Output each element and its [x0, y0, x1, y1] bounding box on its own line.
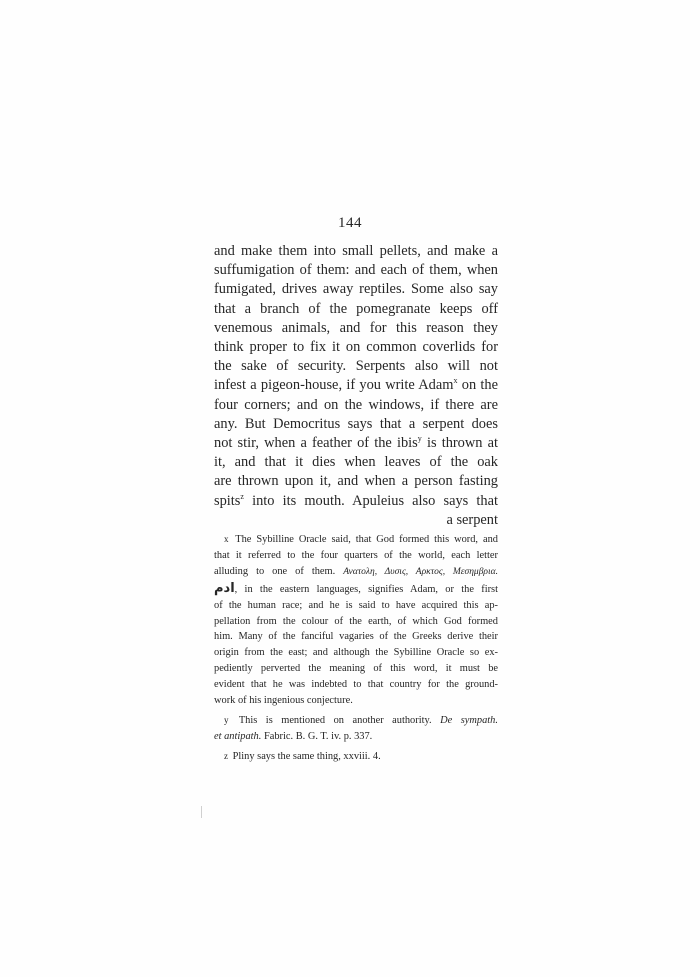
text-segment: not stir, when a feather of the ibis: [214, 435, 418, 452]
citation-title: et antipath.: [214, 730, 262, 742]
footnote-line: [214, 713, 498, 729]
text-line: think proper to fix it on common coverlids for: [214, 339, 498, 356]
text-segment: Fabric. B. G. T. iv. p. 337.: [263, 730, 373, 742]
footnotes: [214, 532, 498, 765]
text-segment: infest a pigeon-house, if you write Adam: [214, 377, 454, 394]
text-segment: , in the eastern languages, signifies Adam, or the first: [234, 583, 498, 595]
footnote-line: origin from the east; and although the Sybilline Oracle so ex-: [214, 647, 498, 659]
footnote-mark: y: [224, 714, 229, 725]
footnote-x: [214, 532, 498, 709]
text-line: fumigated, drives away reptiles. Some also say: [214, 281, 498, 298]
text-segment: The Sybilline Oracle said, that God formed this word, and: [235, 534, 498, 545]
text-segment: is thrown at: [421, 435, 499, 452]
main-text: [214, 242, 498, 530]
footnote-y: [214, 713, 498, 745]
text-line: suffumigation of them: and each of them, when: [214, 262, 498, 279]
text-line: that a branch of the pomegranate keeps off: [214, 300, 498, 317]
text-segment: alluding to one of them.: [214, 565, 336, 577]
footnote-line: evident that he was indebted to that country for the ground-: [214, 679, 498, 691]
text-line: [214, 492, 498, 511]
footnote-line: work of his ingenious conjecture.: [214, 695, 353, 707]
footnote-line: pellation from the colour of the earth, of which God formed: [214, 615, 498, 627]
paper-blemish: [201, 806, 202, 818]
text-line: [214, 376, 498, 395]
footnote-line: [214, 581, 498, 598]
text-segment: Pliny says the same thing, xxviii. 4.: [232, 750, 381, 762]
text-line: the sake of security. Serpents also will not: [214, 358, 498, 375]
arabic-word: ادم: [214, 580, 235, 596]
text-line: four corners; and on the windows, if there are: [214, 396, 498, 413]
citation-title: De sympath.: [440, 714, 498, 726]
text-segment: into its mouth. Apuleius also says that: [243, 492, 498, 509]
footnote-line: that it referred to the four quarters of the world, each letter: [214, 549, 498, 561]
footnote-ref-y: y: [417, 434, 422, 444]
footnote-ref-x: x: [453, 376, 458, 386]
text-line: venemous animals, and for this reason they: [214, 319, 498, 336]
footnote-line: [214, 749, 498, 765]
text-line: it, and that it dies when leaves of the oak: [214, 454, 498, 471]
footnote-ref-z: z: [240, 491, 244, 501]
footnote-mark: z: [224, 750, 228, 761]
page-number: 144: [338, 215, 362, 231]
text-line: any. But Democritus says that a serpent does: [214, 415, 498, 432]
catchword-line: a serpent: [446, 511, 498, 528]
text-line: and make them into small pellets, and make a: [214, 243, 498, 259]
text-segment: on the: [457, 377, 498, 394]
text-segment: spits: [214, 492, 241, 509]
footnote-line: [214, 564, 498, 581]
footnote-mark: x: [224, 534, 229, 544]
greek-words: Ανατολη, Δυσις, Αρκτος, Μεσημβρια.: [343, 566, 498, 577]
footnote-line: pediently perverted the meaning of this word, it must be: [214, 663, 498, 675]
footnote-line: of the human race; and he is said to have acquired this ap-: [214, 599, 498, 611]
text-line: are thrown upon it, and when a person fasting: [214, 473, 498, 490]
footnote-line: him. Many of the fanciful vagaries of the Greeks derive their: [214, 631, 498, 643]
footnote-line: [214, 729, 498, 745]
footnote-z: [214, 749, 498, 765]
footnote-line: [214, 532, 498, 548]
text-line: [214, 434, 498, 453]
text-segment: This is mentioned on another authority.: [238, 714, 432, 726]
